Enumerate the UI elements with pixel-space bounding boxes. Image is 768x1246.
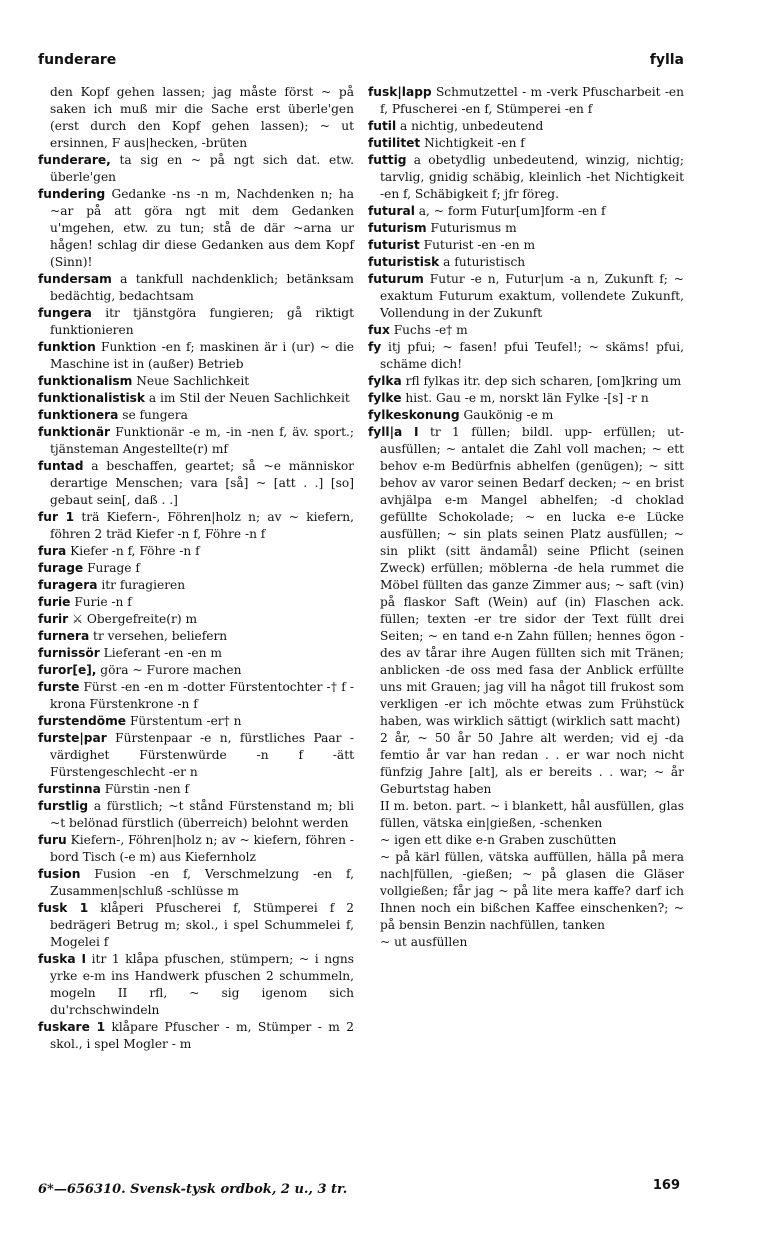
- entry-definition: a, ~ form Futur[um]form -en f: [418, 204, 606, 218]
- left-column: [38, 84, 354, 1053]
- entry-definition: a tankfull nachdenklich; betänksam bedächtig, bedachtsam: [50, 272, 354, 303]
- entry-definition: itj pfui; ~ fasen! pfui Teufel!; ~ skäms! pfui, schäme dich!: [380, 340, 685, 371]
- headword: furstinna: [38, 782, 101, 796]
- dictionary-entry: [38, 560, 354, 577]
- dictionary-entry: [38, 781, 354, 798]
- headword: fuska I: [38, 952, 87, 966]
- entry-definition: Kiefer -n f, Föhre -n f: [70, 544, 200, 558]
- dictionary-entry: [38, 713, 354, 730]
- dictionary-entry: [368, 84, 684, 118]
- entry-definition: trä Kiefern-, Föhren|holz n; av ~ kiefern, föhren 2 träd Kiefer -n f, Föhre -n f: [50, 510, 354, 541]
- entry-definition: ta sig en ~ på ngt sich dat. etw. überle'gen: [50, 153, 354, 184]
- headword: funktionalistisk: [38, 391, 146, 405]
- entry-definition: ~ ut ausfüllen: [380, 935, 468, 949]
- entry-definition: ⚔ Obergefreite(r) m: [72, 612, 198, 626]
- headword: futural: [368, 204, 415, 218]
- dictionary-entry: [38, 662, 354, 679]
- entry-definition: Fürstenpaar -e n, fürstliches Paar -värdighet Fürstenwürde -n f -ätt Fürstengeschlecht -er n: [50, 731, 355, 779]
- headword: fux: [368, 323, 390, 337]
- headword: fungera: [38, 306, 92, 320]
- dictionary-entry: [38, 339, 354, 373]
- dictionary-entry: [368, 203, 684, 220]
- dictionary-entry: [38, 611, 354, 628]
- dictionary-entry: [38, 373, 354, 390]
- headword: furste|par: [38, 731, 107, 745]
- dictionary-entry: [38, 1019, 354, 1053]
- dictionary-entry: [368, 798, 684, 832]
- headword: fur 1: [38, 510, 75, 524]
- headword: fundering: [38, 187, 106, 201]
- entry-definition: hist. Gau -e m, norskt län Fylke -[s] -r n: [405, 391, 649, 405]
- entry-definition: Kiefern-, Föhren|holz n; av ~ kiefern, föhren -bord Tisch (-e m) aus Kiefernholz: [50, 833, 354, 864]
- headword: furste: [38, 680, 80, 694]
- headword: fusk 1: [38, 901, 89, 915]
- dictionary-entry: [38, 628, 354, 645]
- headword: fylkeskonung: [368, 408, 460, 422]
- entry-definition: Schmutzettel - m -verk Pfuscharbeit -en f, Pfuscherei -en f, Stümperei -en f: [380, 85, 684, 116]
- entry-definition: ~ på kärl füllen, vätska auffüllen, hälla på mera nach|füllen, -gießen; ~ på glasen die Gläser vollgießen; får jag ~ på lite mera kaffe? darf ich Ihnen noch ein bißchen Kaffee einschenken?; ~ på bensin Benzin nachfüllen, tanken: [380, 850, 684, 932]
- dictionary-entry: [38, 84, 354, 152]
- headword: funderare,: [38, 153, 111, 167]
- dictionary-entry: [368, 407, 684, 424]
- entry-definition: klåperi Pfuscherei f, Stümperei f 2 bedrägeri Betrug m; skol., i spel Schummelei f, Mogelei f: [50, 901, 355, 949]
- entry-definition: II m. beton. part. ~ i blankett, hål ausfüllen, glas füllen, vätska ein|gießen, -schenken: [380, 799, 684, 830]
- entry-definition: a nichtig, unbedeutend: [400, 119, 544, 133]
- headword: fy: [368, 340, 382, 354]
- dictionary-entry: [368, 322, 684, 339]
- dictionary-entry: [38, 152, 354, 186]
- headword: fuskare 1: [38, 1020, 106, 1034]
- entry-definition: Futur -e n, Futur|um -a n, Zukunft f; ~ exaktum Futurum exaktum, vollendete Zukunft, Vollendung in der Zukunft: [380, 272, 685, 320]
- entry-definition: a beschaffen, geartet; så ~e människor derartige Menschen; vara [så] ~ [att . .] [so] gebaut sein[, daß . .]: [50, 459, 355, 507]
- headword: furir: [38, 612, 69, 626]
- dictionary-entry: [38, 305, 354, 339]
- headword: fusk|lapp: [368, 85, 432, 99]
- dictionary-entry: [38, 458, 354, 509]
- entry-definition: Fuchs -e† m: [393, 323, 468, 337]
- entry-definition: Gedanke -ns -n m, Nachdenken n; ha ~ar på att göra ngt mit dem Gedanken u'mgehen, etw. zu tun; stå de där ~arna ur hågen! schlag dir diese Gedanken aus dem Kopf (Sinn)!: [50, 187, 354, 269]
- headword: futuristisk: [368, 255, 440, 269]
- entry-definition: Lieferant -en -en m: [103, 646, 222, 660]
- entry-definition: a futuristisch: [443, 255, 526, 269]
- entry-definition: klåpare Pfuscher - m, Stümper - m 2 skol., i spel Mogler - m: [50, 1020, 354, 1051]
- dictionary-entry: [38, 594, 354, 611]
- dictionary-entry: [368, 118, 684, 135]
- headword: furnera: [38, 629, 90, 643]
- dictionary-entry: [368, 832, 684, 849]
- headword: futilitet: [368, 136, 421, 150]
- entry-definition: a obetydlig unbedeutend, winzig, nichtig; tarvlig, gnidig schäbig, kleinlich -het Nichtigkeit -en f, Schäbigkeit f; jfr föreg.: [380, 153, 685, 201]
- guide-word-right: fylla: [649, 52, 684, 68]
- dictionary-entry: [368, 271, 684, 322]
- headword: furagera: [38, 578, 98, 592]
- entry-definition: Furie -n f: [74, 595, 132, 609]
- entry-definition: den Kopf gehen lassen; jag måste först ~ på saken ich muß mir die Sache erst überle'gen (erst durch den Kopf gehen lassen); ~ ut ersinnen, F aus|hecken, -brüten: [50, 85, 354, 150]
- headword: futurist: [368, 238, 420, 252]
- dictionary-entry: [368, 135, 684, 152]
- dictionary-entry: [368, 390, 684, 407]
- headword: fusion: [38, 867, 81, 881]
- headword: fundersam: [38, 272, 112, 286]
- headword: fylka: [368, 374, 402, 388]
- headword: futurum: [368, 272, 424, 286]
- entry-definition: Funktion -en f; maskinen är i (ur) ~ die Maschine ist in (außer) Betrieb: [50, 340, 355, 371]
- entry-definition: tr versehen, beliefern: [93, 629, 228, 643]
- dictionary-entry: [368, 934, 684, 951]
- dictionary-entry: [368, 373, 684, 390]
- entry-definition: Fusion -en f, Verschmelzung -en f, Zusammen|schluß -schlüsse m: [50, 867, 355, 898]
- dictionary-entry: [38, 730, 354, 781]
- headword: fura: [38, 544, 67, 558]
- guide-word-left: funderare: [38, 52, 117, 68]
- dictionary-entry: [368, 237, 684, 254]
- headword: funktionär: [38, 425, 111, 439]
- dictionary-entry: [368, 339, 684, 373]
- dictionary-entry: [38, 951, 354, 1019]
- entry-definition: 2 år, ~ 50 år 50 Jahre alt werden; vid ej -da femtio år var han redan . . er war noch nicht fünfzig Jahre [alt], als er bereits . . war; ~ år Geburtstag haben: [380, 731, 684, 796]
- headword: furage: [38, 561, 84, 575]
- entry-definition: Funktionär -e m, -in -nen f, äv. sport.; tjänsteman Angestellte(r) mf: [50, 425, 355, 456]
- dictionary-entry: [368, 152, 684, 203]
- entry-definition: göra ~ Furore machen: [100, 663, 242, 677]
- entry-definition: Fürstentum -er† n: [129, 714, 242, 728]
- dictionary-entry: [38, 424, 354, 458]
- entry-definition: itr furagieren: [101, 578, 186, 592]
- dictionary-entry: [38, 900, 354, 951]
- dictionary-entry: [38, 832, 354, 866]
- headword: furstlig: [38, 799, 89, 813]
- entry-definition: Fürst -en -en m -dotter Fürstentochter -† f -krona Fürstenkrone -n f: [50, 680, 354, 711]
- dictionary-entry: [38, 271, 354, 305]
- entry-definition: Furage f: [87, 561, 140, 575]
- entry-definition: Fürstin -nen f: [104, 782, 190, 796]
- entry-definition: Gaukönig -e m: [463, 408, 554, 422]
- headword: furor[e],: [38, 663, 97, 677]
- dictionary-entry: [38, 577, 354, 594]
- entry-definition: ~ igen ett dike e-n Graben zuschütten: [380, 833, 617, 847]
- headword: futurism: [368, 221, 427, 235]
- headword: futil: [368, 119, 397, 133]
- entry-definition: itr tjänstgöra fungieren; gå riktigt funktionieren: [50, 306, 354, 337]
- page-number: 169: [652, 1178, 680, 1193]
- headword: fyll|a I: [368, 425, 419, 439]
- dictionary-entry: [368, 220, 684, 237]
- headword: furnissör: [38, 646, 100, 660]
- dictionary-entry: [368, 254, 684, 271]
- entry-definition: Futurist -en -en m: [423, 238, 536, 252]
- entry-definition: rfl fylkas itr. dep sich scharen, [om]kring um: [405, 374, 682, 388]
- footer-imprint: 6*—656310. Svensk-tysk ordbok, 2 u., 3 tr.: [38, 1182, 348, 1197]
- entry-definition: Neue Sachlichkeit: [136, 374, 250, 388]
- headword: futtig: [368, 153, 407, 167]
- headword: funktionalism: [38, 374, 133, 388]
- headword: furie: [38, 595, 71, 609]
- headword: funtad: [38, 459, 84, 473]
- dictionary-entry: [368, 849, 684, 934]
- headword: furu: [38, 833, 67, 847]
- entry-definition: a im Stil der Neuen Sachlichkeit: [148, 391, 350, 405]
- dictionary-entry: [38, 866, 354, 900]
- dictionary-entry: [38, 509, 354, 543]
- dictionary-entry: [368, 730, 684, 798]
- dictionary-entry: [38, 679, 354, 713]
- entry-definition: se fungera: [122, 408, 188, 422]
- headword: fylke: [368, 391, 402, 405]
- entry-definition: Nichtigkeit -en f: [424, 136, 525, 150]
- dictionary-entry: [38, 407, 354, 424]
- right-column: [368, 84, 684, 951]
- dictionary-entry: [38, 390, 354, 407]
- dictionary-entry: [38, 645, 354, 662]
- entry-definition: tr 1 füllen; bildl. upp- erfüllen; ut- ausfüllen; ~ antalet die Zahl voll machen; ~ ett behov e-m Bedürfnis abhelfen (genügen); ~ sitt behov av varor seinen Bedarf decken; ~ en brist avhjälpa e-m Mangel abhelfen; -d choklad gefüllte Schokolade; ~ en lucka e-e Lücke ausfüllen; ~ sin plats seinen Platz ausfüllen; ~ sin plikt (sitt ändamål) seine Pflicht (seinen Zweck) erfüllen; möblerna -de hela rummet die Möbel füllten das ganze Zimmer aus; ~ saft (vin) på flaskor Saft (Wein) auf (in) Flaschen ack. füllen; texten -er tre sidor der Text füllt drei Seiten; ~ en tand e-n Zahn füllen; hennes ögon -des av tårar ihre Augen füllten sich mit Tränen; anblicken -de oss med fasa der Anblick erfüllte uns mit Grauen; jag vill ha något till frukost som verkligen -er ich möchte etwas zum Frühstück haben, was wirklich sättigt (wirklich satt macht): [380, 425, 685, 728]
- headword: furstendöme: [38, 714, 127, 728]
- entry-definition: itr 1 klåpa pfuschen, stümpern; ~ i ngns yrke e-m ins Handwerk pfuschen 2 schummeln, mogeln II rfl, ~ sig igenom sich du'rchschwindeln: [50, 952, 355, 1017]
- dictionary-entry: [38, 186, 354, 271]
- headword: funktion: [38, 340, 96, 354]
- dictionary-entry: [38, 798, 354, 832]
- entry-definition: a fürstlich; ~t stånd Fürstenstand m; bli ~t belönad fürstlich (überreich) belohnt werden: [50, 799, 354, 830]
- dictionary-entry: [38, 543, 354, 560]
- dictionary-entry: [368, 424, 684, 730]
- headword: funktionera: [38, 408, 119, 422]
- entry-definition: Futurismus m: [430, 221, 517, 235]
